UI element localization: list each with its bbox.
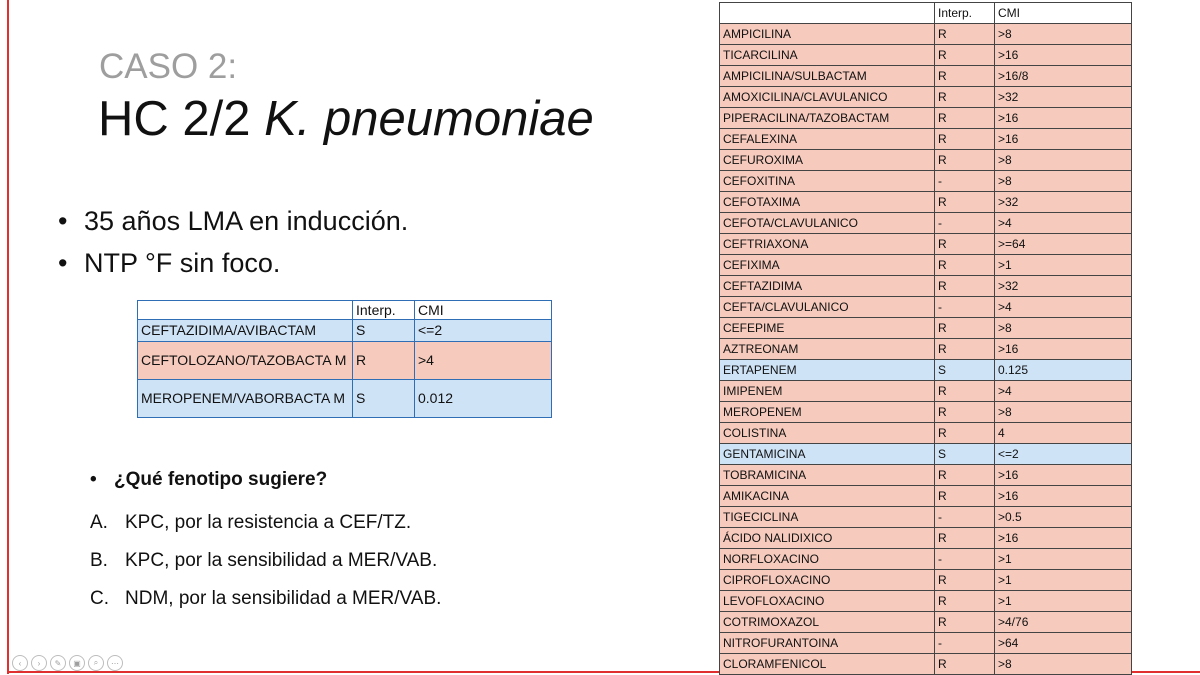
cmi-cell: >1 xyxy=(995,255,1132,276)
title-prefix: HC 2/2 xyxy=(98,92,265,146)
table-row xyxy=(720,381,1132,402)
table-row xyxy=(720,654,1132,675)
bullet-text: 35 años LMA en inducción. xyxy=(84,206,409,236)
table-row xyxy=(720,444,1132,465)
drug-cell: CEFTA/CLAVULANICO xyxy=(720,297,935,318)
drug-cell: COLISTINA xyxy=(720,423,935,444)
table-row xyxy=(720,255,1132,276)
answer-option-c xyxy=(90,585,441,623)
table-row xyxy=(720,570,1132,591)
table-row xyxy=(138,320,552,342)
drug-cell: NITROFURANTOINA xyxy=(720,633,935,654)
drug-cell: NORFLOXACINO xyxy=(720,549,935,570)
drug-cell: AMPICILINA/SULBACTAM xyxy=(720,66,935,87)
table-row xyxy=(720,234,1132,255)
cmi-cell: >64 xyxy=(995,633,1132,654)
cmi-cell: >8 xyxy=(995,318,1132,339)
cmi-cell: >16 xyxy=(995,45,1132,66)
susceptibility-table-small xyxy=(137,300,552,418)
question xyxy=(90,469,327,491)
cmi-cell: >32 xyxy=(995,192,1132,213)
cmi-cell: >4 xyxy=(995,381,1132,402)
previous-icon[interactable]: ‹ xyxy=(12,655,28,671)
title-organism: K. pneumoniae xyxy=(264,92,594,146)
table-row xyxy=(720,591,1132,612)
cmi-cell: >8 xyxy=(995,24,1132,45)
cmi-cell: >16 xyxy=(995,339,1132,360)
interp-cell: R xyxy=(935,87,995,108)
table-row xyxy=(720,150,1132,171)
answer-text: NDM, por la sensibilidad a MER/VAB. xyxy=(125,588,442,609)
table-row xyxy=(720,486,1132,507)
drug-cell: CEFALEXINA xyxy=(720,129,935,150)
drug-cell: CEFTAZIDIMA/AVIBACTAM xyxy=(138,320,353,342)
table-row xyxy=(138,380,552,418)
answer-option-a xyxy=(90,509,441,547)
drug-cell: GENTAMICINA xyxy=(720,444,935,465)
drug-cell: CEFTAZIDIMA xyxy=(720,276,935,297)
cmi-cell: >0.5 xyxy=(995,507,1132,528)
bullet-item xyxy=(58,203,408,245)
table-row xyxy=(720,192,1132,213)
drug-cell: AMIKACINA xyxy=(720,486,935,507)
drug-cell: LEVOFLOXACINO xyxy=(720,591,935,612)
slide-subtitle: CASO 2: xyxy=(99,47,238,86)
table-header-row xyxy=(720,3,1132,24)
interp-cell: R xyxy=(935,570,995,591)
interp-cell: R xyxy=(935,150,995,171)
cmi-cell: >4 xyxy=(995,213,1132,234)
drug-cell: AZTREONAM xyxy=(720,339,935,360)
interp-cell: R xyxy=(935,339,995,360)
drug-cell: TICARCILINA xyxy=(720,45,935,66)
drug-cell: CEFIXIMA xyxy=(720,255,935,276)
drug-cell: CEFOTA/CLAVULANICO xyxy=(720,213,935,234)
cmi-cell: 4 xyxy=(995,423,1132,444)
cmi-cell: >16 xyxy=(995,465,1132,486)
answer-letter: B. xyxy=(90,550,108,571)
drug-cell: COTRIMOXAZOL xyxy=(720,612,935,633)
drug-cell: MEROPENEM xyxy=(720,402,935,423)
cmi-cell: >16/8 xyxy=(995,66,1132,87)
drug-cell: CEFTRIAXONA xyxy=(720,234,935,255)
interp-cell: R xyxy=(935,255,995,276)
slide-title xyxy=(98,89,594,149)
table-row xyxy=(720,507,1132,528)
header-cell: CMI xyxy=(995,3,1132,24)
interp-cell: - xyxy=(935,507,995,528)
interp-cell: - xyxy=(935,633,995,654)
cmi-cell: <=2 xyxy=(995,444,1132,465)
drug-cell: TIGECICLINA xyxy=(720,507,935,528)
slideshow-controls xyxy=(12,655,123,671)
cmi-cell: >8 xyxy=(995,402,1132,423)
cmi-cell: >8 xyxy=(995,171,1132,192)
interp-cell: R xyxy=(935,129,995,150)
bullet-text: NTP °F sin foco. xyxy=(84,248,281,278)
interp-cell: S xyxy=(935,444,995,465)
slide-border-left xyxy=(7,0,9,674)
bullet-dot: • xyxy=(58,248,68,278)
cmi-cell: >32 xyxy=(995,276,1132,297)
cmi-cell: >16 xyxy=(995,528,1132,549)
header-cell: CMI xyxy=(415,301,552,320)
interp-cell: R xyxy=(935,612,995,633)
drug-cell: CEFTOLOZANO/TAZOBACTA M xyxy=(138,342,353,380)
cmi-cell: >4 xyxy=(995,297,1132,318)
drug-cell: CIPROFLOXACINO xyxy=(720,570,935,591)
answer-options xyxy=(90,509,441,623)
interp-cell: R xyxy=(935,45,995,66)
answer-text: KPC, por la resistencia a CEF/TZ. xyxy=(125,512,412,533)
interp-cell: - xyxy=(935,171,995,192)
interp-cell: S xyxy=(353,320,415,342)
drug-cell: ERTAPENEM xyxy=(720,360,935,381)
table-row xyxy=(720,297,1132,318)
zoom-icon[interactable]: ⌕ xyxy=(88,655,104,671)
interp-cell: R xyxy=(935,528,995,549)
table-row xyxy=(720,318,1132,339)
drug-cell: CLORAMFENICOL xyxy=(720,654,935,675)
interp-cell: - xyxy=(935,549,995,570)
header-cell xyxy=(720,3,935,24)
cmi-cell: >16 xyxy=(995,486,1132,507)
interp-cell: R xyxy=(935,465,995,486)
pen-icon[interactable]: ✎ xyxy=(50,655,66,671)
interp-cell: R xyxy=(935,486,995,507)
interp-cell: R xyxy=(935,654,995,675)
table-row xyxy=(720,465,1132,486)
cmi-cell: >4 xyxy=(415,342,552,380)
drug-cell: IMIPENEM xyxy=(720,381,935,402)
drug-cell: AMPICILINA xyxy=(720,24,935,45)
more-icon[interactable]: ⋯ xyxy=(107,655,123,671)
cmi-cell: >4/76 xyxy=(995,612,1132,633)
bullet-dot: • xyxy=(58,206,68,236)
case-bullets xyxy=(58,203,408,287)
drug-cell: CEFOXITINA xyxy=(720,171,935,192)
table-row xyxy=(720,171,1132,192)
interp-cell: - xyxy=(935,297,995,318)
interp-cell: R xyxy=(935,24,995,45)
table-row xyxy=(720,360,1132,381)
cmi-cell: >16 xyxy=(995,108,1132,129)
interp-cell: R xyxy=(935,402,995,423)
table-row xyxy=(720,633,1132,654)
drug-cell: PIPERACILINA/TAZOBACTAM xyxy=(720,108,935,129)
interp-cell: S xyxy=(353,380,415,418)
answer-letter: A. xyxy=(90,512,108,533)
drug-cell: CEFEPIME xyxy=(720,318,935,339)
table-row xyxy=(720,87,1132,108)
table-row xyxy=(720,66,1132,87)
interp-cell: - xyxy=(935,213,995,234)
question-text: ¿Qué fenotipo sugiere? xyxy=(114,469,328,490)
antibiogram-table xyxy=(719,2,1132,675)
header-cell: Interp. xyxy=(935,3,995,24)
interp-cell: R xyxy=(353,342,415,380)
interp-cell: R xyxy=(935,423,995,444)
table-row xyxy=(720,108,1132,129)
interp-cell: R xyxy=(935,108,995,129)
table-row xyxy=(720,24,1132,45)
antibiogram-body xyxy=(720,3,1132,675)
cmi-cell: >1 xyxy=(995,591,1132,612)
table-row xyxy=(720,423,1132,444)
interp-cell: R xyxy=(935,234,995,255)
table-row xyxy=(720,528,1132,549)
table-header-row xyxy=(138,301,552,320)
cmi-cell: >8 xyxy=(995,150,1132,171)
next-icon[interactable]: › xyxy=(31,655,47,671)
interp-cell: S xyxy=(935,360,995,381)
answer-letter: C. xyxy=(90,588,109,609)
cmi-cell: 0.125 xyxy=(995,360,1132,381)
interp-cell: R xyxy=(935,192,995,213)
table-row xyxy=(720,129,1132,150)
header-cell: Interp. xyxy=(353,301,415,320)
bullet-item xyxy=(58,245,408,287)
cmi-cell: >1 xyxy=(995,570,1132,591)
interp-cell: R xyxy=(935,381,995,402)
table-row xyxy=(720,45,1132,66)
table-row xyxy=(720,402,1132,423)
drug-cell: CEFOTAXIMA xyxy=(720,192,935,213)
cmi-cell: >32 xyxy=(995,87,1132,108)
table-row xyxy=(720,276,1132,297)
cmi-cell: >8 xyxy=(995,654,1132,675)
answer-text: KPC, por la sensibilidad a MER/VAB. xyxy=(125,550,438,571)
table-row xyxy=(720,213,1132,234)
cmi-cell: >=64 xyxy=(995,234,1132,255)
cmi-cell: 0.012 xyxy=(415,380,552,418)
drug-cell: ÁCIDO NALIDIXICO xyxy=(720,528,935,549)
header-cell xyxy=(138,301,353,320)
bullet-dot: • xyxy=(90,469,97,490)
table-row xyxy=(720,612,1132,633)
interp-cell: R xyxy=(935,276,995,297)
interp-cell: R xyxy=(935,318,995,339)
table-row xyxy=(720,549,1132,570)
drug-cell: TOBRAMICINA xyxy=(720,465,935,486)
drug-cell: CEFUROXIMA xyxy=(720,150,935,171)
drug-cell: MEROPENEM/VABORBACTA M xyxy=(138,380,353,418)
interp-cell: R xyxy=(935,66,995,87)
answer-option-b xyxy=(90,547,441,585)
slides-icon[interactable]: ▣ xyxy=(69,655,85,671)
interp-cell: R xyxy=(935,591,995,612)
cmi-cell: >16 xyxy=(995,129,1132,150)
cmi-cell: <=2 xyxy=(415,320,552,342)
table-row xyxy=(138,342,552,380)
cmi-cell: >1 xyxy=(995,549,1132,570)
table-row xyxy=(720,339,1132,360)
drug-cell: AMOXICILINA/CLAVULANICO xyxy=(720,87,935,108)
